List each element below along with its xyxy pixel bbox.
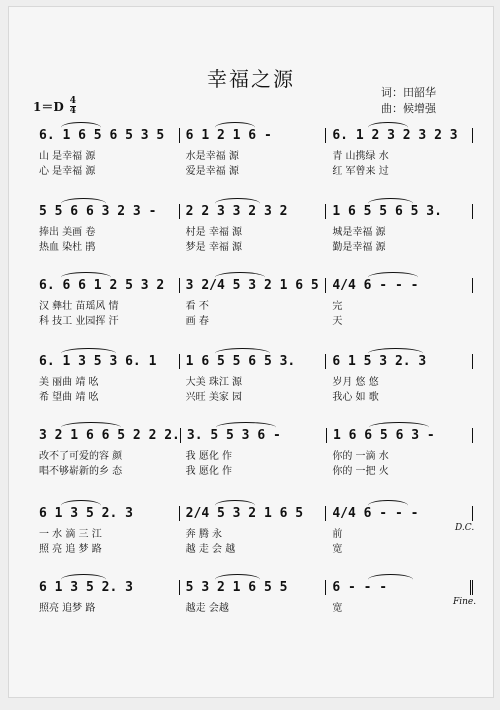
measure-row [33, 347, 473, 369]
slur [215, 198, 260, 209]
lyric-line [33, 542, 473, 557]
lyric-segment: 奔 腾 永 [185, 529, 223, 540]
measure-row [33, 421, 473, 443]
lyric-segment: 村是 幸福 源 [185, 227, 243, 238]
measure: 1 6 6 5 6 3 - [327, 428, 473, 443]
lyric-segment: 越走 会越 [185, 603, 229, 614]
measure-row [33, 121, 473, 143]
slur [215, 122, 255, 133]
measure: 6. 1 6 5 6 5 3 5 [33, 128, 180, 143]
slur [368, 272, 418, 283]
score-system [33, 573, 473, 616]
lyric-segment: 画 春 [185, 316, 209, 327]
lyric-segment: 科 技工 业园挥 汗 [39, 316, 119, 327]
lyric-segment: 你的 一滴 水 [332, 451, 389, 462]
lyric-line [33, 164, 473, 179]
lyric-segment: 城是幸福 源 [332, 227, 386, 238]
lyrics-block [33, 449, 473, 479]
slur [368, 500, 408, 511]
measure: 6. 1 3 5 3 6. 1 [33, 354, 180, 369]
lyric-segment: 勤是幸福 源 [332, 242, 386, 253]
time-signature: $\frac{4}{4}$ [69, 96, 77, 116]
measure: 2/4 5 3 2 1 6 5 [180, 506, 327, 521]
dc-mark: D.C. [455, 523, 475, 533]
slur [61, 272, 111, 283]
lyric-segment: 一 水 滴 三 江 [39, 529, 102, 540]
measure: 6 1 3 5 2. 3 [33, 580, 180, 595]
lyric-line [33, 527, 473, 542]
score-system [33, 197, 473, 255]
measure-row [33, 271, 473, 293]
score-page [8, 6, 494, 698]
lyric-segment: 岁月 悠 悠 [332, 377, 379, 388]
slur [215, 500, 255, 511]
lyrics-block [33, 601, 473, 616]
lyric-segment: 照 亮 追 梦 路 [39, 544, 102, 555]
score-system [33, 271, 473, 329]
lyric-line [33, 314, 473, 329]
measure: 3. 5 5 3 6 - [181, 428, 327, 443]
score-system [33, 347, 473, 405]
lyric-segment: 热血 染杜 鹃 [39, 242, 96, 253]
lyric-segment: 红 军曾来 过 [332, 166, 389, 177]
slur [216, 422, 276, 433]
lyric-line [33, 449, 473, 464]
lyric-segment: 我 愿化 作 [185, 466, 233, 477]
lyric-segment: 美 丽曲 靖 吆 [39, 377, 99, 388]
slur [368, 574, 413, 585]
slur [215, 574, 260, 585]
measure: 1 6 5 5 6 5 3. [180, 354, 327, 369]
measure: 6. 6 6 1 2 5 3 2 [33, 278, 180, 293]
measure: 6 1 3 5 2. 3 [33, 506, 180, 521]
slur [61, 422, 121, 433]
measure-row [33, 197, 473, 219]
lyric-segment: 大美 珠江 源 [185, 377, 243, 388]
score-system [33, 121, 473, 179]
lyric-line [33, 601, 473, 616]
measure: 6. 1 2 3 2 3 2 3 [326, 128, 473, 143]
slur [368, 348, 423, 359]
lyrics-block [33, 149, 473, 179]
slur [61, 348, 116, 359]
lyric-segment: 希 望曲 靖 吆 [39, 392, 99, 403]
lyric-segment: 看 不 [185, 301, 209, 312]
lyric-line [33, 464, 473, 479]
lyric-segment: 汉 彝壮 苗瑶风 情 [39, 301, 119, 312]
lyric-segment: 捧出 美画 卷 [39, 227, 96, 238]
slur [369, 422, 429, 433]
key-signature [33, 97, 76, 116]
measure: 6 1 2 1 6 - [180, 128, 327, 143]
slur [61, 198, 106, 209]
slur [368, 198, 413, 209]
slur [61, 574, 106, 585]
measure: 6 1 5 3 2. 3 [326, 354, 473, 369]
slur [215, 272, 265, 283]
lyric-segment: 前 [332, 529, 343, 540]
fine-mark: Fine. [453, 597, 477, 607]
lyric-segment: 天 [332, 316, 343, 327]
measure: 6 - - - [326, 580, 473, 595]
lyric-line [33, 149, 473, 164]
measure: 4/4 6 - - - [326, 278, 473, 293]
slur [61, 500, 101, 511]
measure: 2 2 3 3 2 3 2 [180, 204, 327, 219]
lyric-segment: 照亮 追梦 路 [39, 603, 96, 614]
lyrics-block [33, 299, 473, 329]
lyric-segment: 兴旺 美家 园 [185, 392, 243, 403]
lyric-line [33, 299, 473, 314]
measure-row [33, 499, 473, 521]
lyricist: 词：田韶华 [381, 86, 436, 99]
lyric-segment: 改不了可爱的容 颜 [39, 451, 123, 462]
lyric-segment: 青 山携绿 水 [332, 151, 389, 162]
score-system [33, 421, 473, 479]
slur [368, 122, 408, 133]
lyric-segment: 心 是幸福 源 [39, 166, 96, 177]
lyric-line [33, 390, 473, 405]
lyric-segment: 我 愿化 作 [185, 451, 233, 462]
lyric-segment: 宽 [332, 603, 343, 614]
composer: 曲：候增强 [381, 102, 436, 115]
key-label: 1＝D [33, 100, 64, 114]
lyric-segment: 梦是 幸福 源 [185, 242, 243, 253]
slur [61, 122, 101, 133]
lyric-segment: 水是幸福 源 [185, 151, 239, 162]
lyric-segment: 完 [332, 301, 343, 312]
lyrics-block [33, 375, 473, 405]
lyric-line [33, 375, 473, 390]
measure: 4/4 6 - - - [326, 506, 473, 521]
measure-row [33, 573, 473, 595]
lyric-segment: 越 走 会 越 [185, 544, 236, 555]
song-title: 幸福之源 [207, 67, 295, 91]
measure: 1 6 5 5 6 5 3. [326, 204, 473, 219]
measure: 5 3 2 1 6 5 5 [180, 580, 327, 595]
slur [215, 348, 270, 359]
credits [381, 85, 436, 117]
lyric-segment: 你的 一把 火 [332, 466, 389, 477]
score-system [33, 499, 473, 557]
lyric-line [33, 240, 473, 255]
lyrics-block [33, 225, 473, 255]
lyric-segment: 爱是幸福 源 [185, 166, 239, 177]
lyric-segment: 宽 [332, 544, 343, 555]
lyric-segment: 山 是幸福 源 [39, 151, 96, 162]
measure: 5 5 6 6 3 2 3 - [33, 204, 180, 219]
measure: 3 2/4 5 3 2 1 6 5 [180, 278, 327, 293]
lyric-line [33, 225, 473, 240]
lyric-segment: 唱不够崭新的乡 态 [39, 466, 123, 477]
measure: 3 2 1 6 6 5 2 2 2. [33, 428, 181, 443]
lyrics-block [33, 527, 473, 557]
lyric-segment: 我心 如 歌 [332, 392, 379, 403]
